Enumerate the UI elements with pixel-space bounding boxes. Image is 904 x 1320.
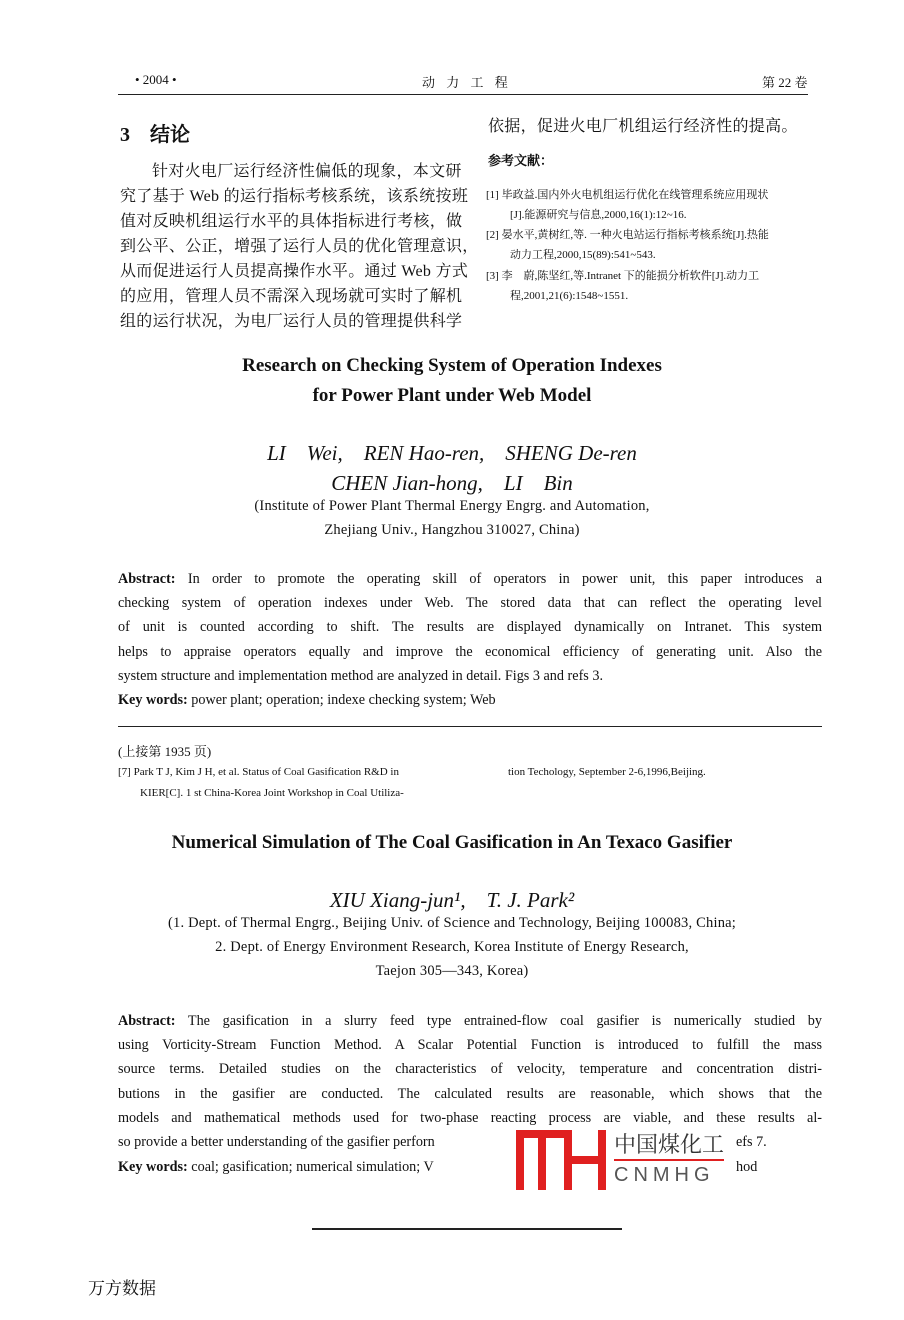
paper2-abstract-line: Abstract: The gasification in a slurry feed type entrained-flow coal gasifier is numerically studied by [118, 1013, 822, 1029]
paper1-abstract-line: system structure and implementation method are analyzed in detail. Figs 3 and refs 3. [118, 668, 604, 684]
header-journal: 动 力 工 程 [422, 75, 512, 90]
conclusion-line: 究了基于 Web 的运行指标考核系统，该系统按班 [120, 188, 469, 205]
paper2-abstract-line: source terms. Detailed studies on the characteristics of velocity, temperature and concentration distri- [118, 1061, 822, 1077]
section-divider [118, 726, 822, 727]
section-heading: 3 结论 [120, 124, 190, 146]
watermark-cn: 中国煤化工 [614, 1133, 725, 1158]
reference-item: 动力工程,2000,15(89):541~543. [510, 249, 656, 261]
paper1-keywords: Key words: power plant; operation; indexe checking system; Web [118, 692, 496, 708]
paper1-title: Research on Checking System of Operation Indexes [242, 355, 662, 376]
reference-item: [J].能源研究与信息,2000,16(1):12~16. [510, 209, 687, 221]
reference-item: [2] 晏水平,黄树红,等. 一种火电站运行指标考核系统[J].热能 [486, 229, 769, 241]
paper2-abstract-line: butions in the gasifier are conducted. The calculated results are reasonable, which shows that the [118, 1086, 822, 1102]
end-rule [312, 1228, 622, 1230]
watermark-rule [614, 1159, 724, 1161]
paper1-abstract-line: Abstract: In order to promote the operating skill of operators in power unit, this paper introduces a [118, 571, 822, 587]
watermark-en: CNMHG [614, 1164, 715, 1186]
paper1-affiliation: Zhejiang Univ., Hangzhou 310027, China) [324, 522, 580, 538]
paper2-abstract-line: so provide a better understanding of the gasifier perforn [118, 1134, 435, 1150]
paper1-authors: LI Wei, REN Hao-ren, SHENG De-ren [267, 441, 637, 465]
header-rule [118, 94, 808, 95]
paper1-abstract-line: of unit is counted according to shift. The results are displayed dynamically on Intranet. This system [118, 619, 822, 635]
reference-item: [3] 李 蔚,陈坚红,等.Intranet 下的能损分析软件[J].动力工 [486, 270, 760, 282]
paper2-abstract-line: models and mathematical methods used for two-phase reacting process are viable, and these results al- [118, 1110, 822, 1126]
continued-note: (上接第 1935 页) [118, 744, 212, 759]
reference-item: 程,2001,21(6):1548~1551. [510, 290, 629, 302]
conclusion-line: 依据，促进火电厂机组运行经济性的提高。 [488, 118, 798, 135]
paper2-keywords-tail: hod [736, 1159, 758, 1175]
footer-source: 万方数据 [88, 1279, 156, 1299]
paper2-keywords: Key words: coal; gasification; numerical simulation; V [118, 1159, 434, 1175]
references-heading: 参考文献： [488, 153, 554, 168]
paper2-affiliation: (1. Dept. of Thermal Engrg., Beijing Univ. of Science and Technology, Beijing 100083, China; [167, 915, 737, 931]
mh-logo-icon [514, 1128, 610, 1192]
header-volume: 第 22 卷 [762, 75, 808, 90]
paper1-abstract-line: checking system of operation indexes under Web. The stored data that can reflect the operating level [118, 595, 822, 611]
paper1-affiliation: (Institute of Power Plant Thermal Energy Engrg. and Automation, [254, 498, 650, 514]
conclusion-line: 的应用，管理人员不需深入现场就可实时了解机 [120, 288, 463, 305]
conclusion-line: 到公平、公正，增强了运行人员的优化管理意识， [120, 238, 479, 255]
paper1-authors: CHEN Jian-hong, LI Bin [331, 471, 573, 495]
paper2-affiliation: 2. Dept. of Energy Environment Research, Korea Institute of Energy Research, [215, 939, 689, 955]
watermark-logo [514, 1128, 724, 1192]
paper2-abstract-tail: efs 7. [736, 1134, 767, 1150]
paper2-affiliation: Taejon 305—343, Korea) [375, 963, 529, 979]
paper1-title: for Power Plant under Web Model [312, 385, 592, 406]
paper1-abstract-line: helps to appraise operators equally and improve the economical efficiency of generating unit. Also the [118, 644, 822, 660]
reference-item: [1] 毕政益.国内外火电机组运行优化在线管理系统应用现状 [486, 189, 769, 201]
paper2-title: Numerical Simulation of The Coal Gasification in An Texaco Gasifier [171, 832, 733, 853]
paper2-authors: XIU Xiang-jun¹, T. J. Park² [329, 888, 575, 912]
reference-7: [7] Park T J, Kim J H, et al. Status of Coal Gasification R&D in [118, 766, 399, 778]
header-year: • 2004 • [135, 72, 177, 87]
conclusion-line: 值对反映机组运行水平的具体指标进行考核，做 [120, 213, 463, 230]
reference-7: tion Techology, September 2-6,1996,Beijing. [508, 766, 706, 778]
conclusion-line: 从而促进运行人员提高操作水平。通过 Web 方式 [120, 263, 469, 280]
reference-7: KIER[C]. 1 st China-Korea Joint Workshop in Coal Utiliza- [140, 787, 404, 799]
conclusion-line: 组的运行状况，为电厂运行人员的管理提供科学 [120, 313, 463, 330]
paper2-abstract-line: using Vorticity-Stream Function Method. A Scalar Potential Function is introduced to fulfill the mass [118, 1037, 822, 1053]
conclusion-line: 针对火电厂运行经济性偏低的现象，本文研 [152, 163, 462, 180]
